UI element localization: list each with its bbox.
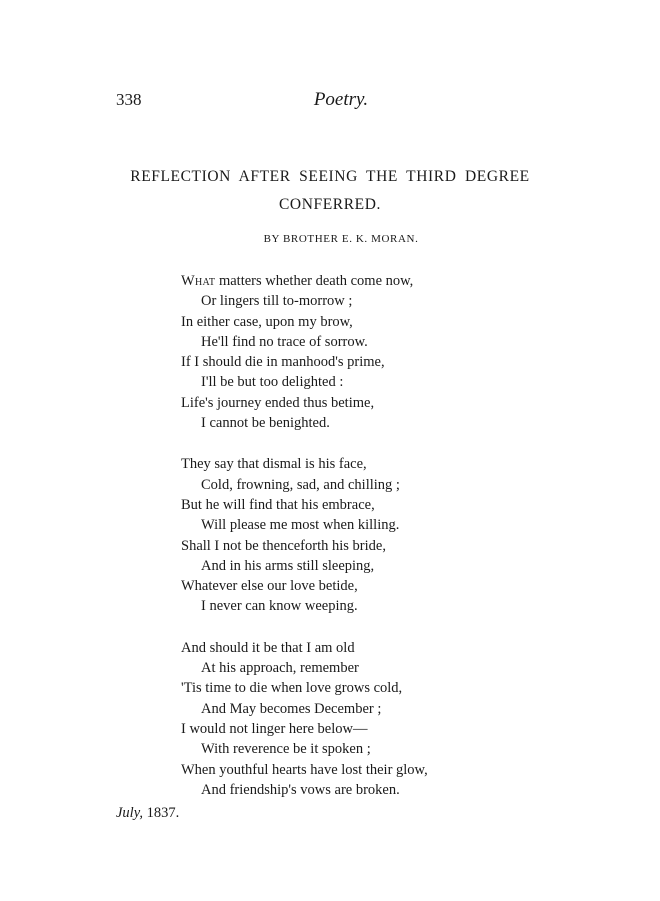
poem-line: Or lingers till to-morrow ; [201,293,353,310]
stanza-1 [181,271,428,433]
poem-line: And should it be that I am old [181,639,355,656]
poem-line: I never can know weeping. [201,598,358,615]
poem-line: If I should die in manhood's prime, [181,354,385,371]
poem-line: In either case, upon my brow, [181,313,353,330]
poem-line: And in his arms still sleeping, [201,557,375,574]
poem-line: Whatever else our love betide, [181,578,358,595]
poem-line: With reverence be it spoken ; [201,741,371,758]
poem-body [181,271,428,821]
poem-line [181,271,428,291]
poem-title-line-2: CONFERRED. [278,196,382,213]
poem-line: And May becomes December ; [201,700,382,717]
page-number: 338 [116,90,142,109]
stanza-2 [181,454,428,616]
poem-line: I cannot be benighted. [201,415,330,432]
poem-line: Cold, frowning, sad, and chilling ; [201,476,400,493]
poem-line-text: matters whether death come now, [215,273,414,289]
running-head: Poetry. [313,89,369,110]
poem-line: He'll find no trace of sorrow. [201,333,368,350]
poem-title-line-1: REFLECTION AFTER SEEING THE THIRD DEGREE [130,168,530,185]
stanza-3 [181,638,428,800]
poem-title [0,163,660,219]
date-year: 1837. [146,805,180,821]
poem-line: Life's journey ended thus betime, [181,394,375,411]
date-month: July, [116,805,143,821]
byline: BY BROTHER E. K. MORAN. [263,233,419,245]
poem-line: Will please me most when killing. [201,517,400,534]
poem-line: They say that dismal is his face, [181,456,367,473]
date-line [116,805,179,822]
poem-line: Shall I not be thenceforth his bride, [181,537,386,554]
poem-line: And friendship's vows are broken. [201,781,400,798]
poem-line: When youthful hearts have lost their glow, [181,761,428,778]
poem-line: 'Tis time to die when love grows cold, [181,680,403,697]
poem-line: At his approach, remember [201,660,359,677]
poem-line: I would not linger here below— [181,720,368,737]
poem-line: I'll be but too delighted : [201,374,344,391]
drop-word: What [181,273,216,289]
poem-line: But he will find that his embrace, [181,496,375,513]
